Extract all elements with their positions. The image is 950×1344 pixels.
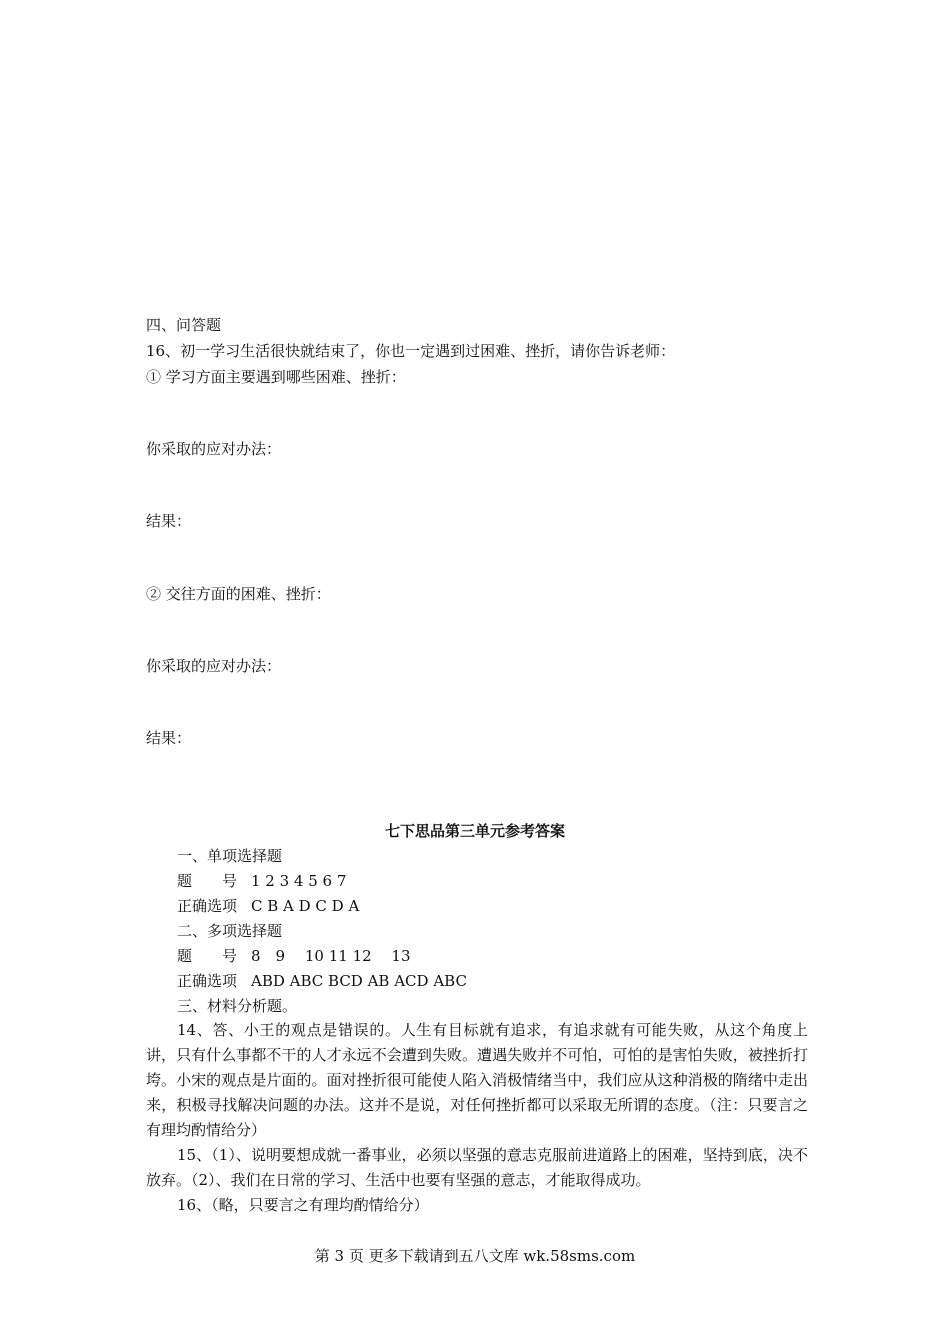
answer-14-paragraph: 14、答、小王的观点是错误的。人生有目标就有追求，有追求就有可能失败，从这个角度上讲，只有什么事都不干的人才永远不会遭到失败。遭遇失败并不可怕，可怕的是害怕失败，被挫折打垮。小宋的观点是片面的。面对挫折很可能使人陷入消极情绪当中，我们应从这种消极的隋绪中走出来，积极寻找解决问题的办法。这并不是说，对任何挫折都可以采取无所谓的态度。（注：只要言之有理均酌情给分） xyxy=(146,1021,808,1139)
multi-number-values: 8 9 10 11 12 13 xyxy=(251,947,411,965)
multi-answer-label: 正确选项 xyxy=(177,972,238,990)
question-16-prompt: 16、初一学习生活很快就结束了，你也一定遇到过困难、挫折，请你告诉老师： xyxy=(146,342,676,360)
single-number-label: 题 号 xyxy=(177,872,238,890)
answer-15-paragraph: 15、（1）、说明要想成就一番事业，必须以坚强的意志克服前进道路上的困难，坚持到底，决不放弃。（2）、我们在日常的学习、生活中也要有坚强的意志，才能取得成功。 xyxy=(146,1146,808,1189)
item-1-result-label: 结果： xyxy=(146,512,192,530)
item-2-method-label: 你采取的应对办法： xyxy=(146,657,282,675)
single-choice-heading: 一、单项选择题 xyxy=(177,847,283,865)
answer-16-paragraph: 16、（略，只要言之有理均酌情给分） xyxy=(177,1196,429,1214)
single-answer-label: 正确选项 xyxy=(177,897,238,915)
single-answer-values: C B A D C D A xyxy=(251,897,360,915)
material-analysis-heading: 三、材料分析题。 xyxy=(177,997,298,1015)
multi-answer-values: ABD ABC BCD AB ACD ABC xyxy=(251,972,467,990)
item-2-result-label: 结果： xyxy=(146,729,192,747)
single-choice-answer-row xyxy=(177,895,359,917)
single-number-values: 1 2 3 4 5 6 7 xyxy=(251,872,347,890)
item-2-label: ② 交往方面的困难、挫折： xyxy=(146,585,331,603)
item-1-label: ① 学习方面主要遇到哪些困难、挫折： xyxy=(146,368,406,386)
multi-choice-number-row xyxy=(177,945,411,967)
section-heading-questions: 四、问答题 xyxy=(146,316,222,334)
single-choice-number-row xyxy=(177,870,346,892)
multi-choice-heading: 二、多项选择题 xyxy=(177,922,283,940)
item-1-method-label: 你采取的应对办法： xyxy=(146,440,282,458)
answers-title: 七下思品第三单元参考答案 xyxy=(384,822,565,840)
multi-choice-answer-row xyxy=(177,970,467,992)
multi-number-label: 题 号 xyxy=(177,947,238,965)
page-footer: 第 3 页 更多下载请到五八文库 wk.58sms.com xyxy=(314,1247,636,1265)
